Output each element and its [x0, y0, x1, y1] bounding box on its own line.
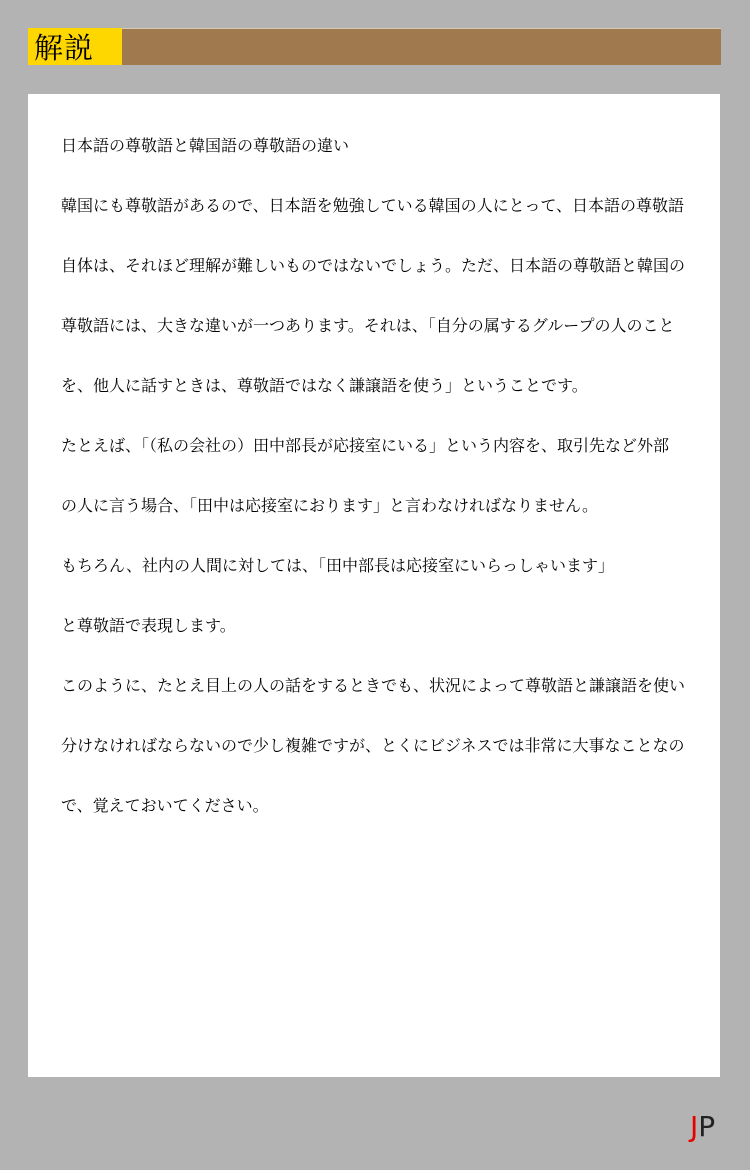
explanation-line: で、覚えておいてください。 — [61, 796, 269, 815]
section-title: 解説 — [28, 28, 122, 65]
explanation-line: の人に言う場合、「田中は応接室におります」と言わなければなりません。 — [61, 496, 598, 515]
explanation-heading: 日本語の尊敬語と韓国語の尊敬語の違い — [61, 136, 350, 155]
explanation-line: 韓国にも尊敬語があるので、日本語を勉強している韓国の人にとって、日本語の尊敬語 — [61, 196, 685, 215]
explanation-line: を、他人に話すときは、尊敬語ではなく謙譲語を使う」ということです。 — [61, 376, 588, 395]
logo-letter-p: P — [698, 1110, 716, 1143]
explanation-line: 自体は、それほど理解が難しいものではないでしょう。ただ、日本語の尊敬語と韓国の — [61, 256, 686, 275]
explanation-panel — [28, 94, 720, 1077]
logo-letter-j: J — [690, 1110, 699, 1143]
explanation-line: たとえば、「（私の会社の）田中部長が応接室にいる」という内容を、取引先など外部 — [61, 436, 670, 455]
explanation-line: このように、たとえ目上の人の話をするときでも、状況によって尊敬語と謙譲語を使い — [61, 676, 686, 695]
explanation-line: もちろん、社内の人間に対しては、「田中部長は応接室にいらっしゃいます」 — [61, 556, 614, 575]
jp-logo — [690, 1110, 715, 1144]
explanation-line: 分けなければならないので少し複雑ですが、とくにビジネスでは非常に大事なことなの — [61, 736, 685, 755]
explanation-line: と尊敬語で表現します。 — [61, 616, 236, 635]
header-bar — [28, 28, 721, 65]
explanation-line: 尊敬語には、大きな違いが一つあります。それは、「自分の属するグループの人のこと — [61, 316, 675, 335]
